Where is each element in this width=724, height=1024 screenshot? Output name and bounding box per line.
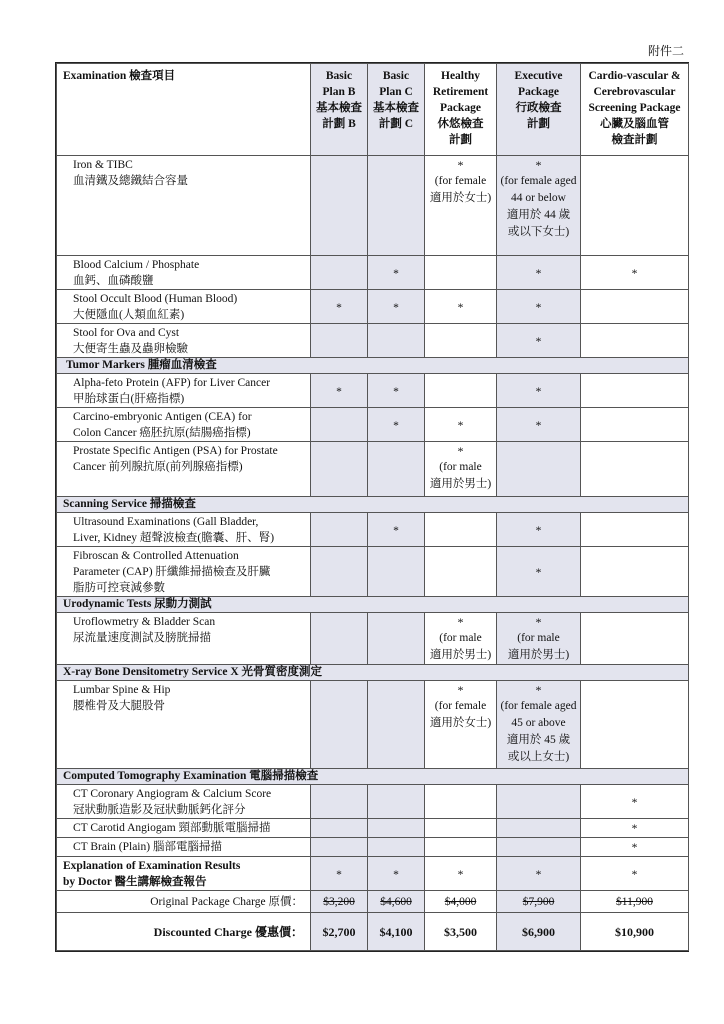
cardio-mark: *	[581, 256, 689, 290]
row-label: Stool for Ova and Cyst 大便寄生蟲及蟲卵檢驗	[57, 324, 311, 358]
executive-mark: *	[497, 256, 581, 290]
table-row	[57, 857, 689, 891]
row-label: CT Coronary Angiogram & Calcium Score 冠狀動脈造影及冠狀動脈鈣化評分	[57, 785, 311, 819]
table-row	[57, 547, 689, 597]
exam-column-header: Examination 檢查項目	[57, 64, 311, 156]
table-row	[57, 513, 689, 547]
plan-c-mark: *	[368, 290, 425, 324]
cardio-mark: *	[581, 819, 689, 838]
plan-c-mark: *	[368, 513, 425, 547]
discounted-price-cardio: $10,900	[581, 913, 689, 951]
plan-c-header: Basic Plan C 基本檢查 計劃 C	[368, 64, 425, 156]
executive-mark: * (for female aged 44 or below 適用於 44 歲 或以下女士)	[497, 156, 581, 256]
table-row	[57, 374, 689, 408]
row-label: CT Brain (Plain) 腦部電腦掃描	[57, 838, 311, 857]
section-row	[57, 665, 689, 681]
plan-b-mark: *	[311, 290, 368, 324]
table-row	[57, 613, 689, 665]
cardio-mark: *	[581, 785, 689, 819]
plan-b-mark: *	[311, 374, 368, 408]
row-label: Carcino-embryonic Antigen (CEA) for Colon Cancer 癌胚抗原(結腸癌指標)	[57, 408, 311, 442]
executive-mark: *	[497, 408, 581, 442]
price-table-frame	[55, 62, 689, 952]
executive-mark: * (for female aged 45 or above 適用於 45 歲 或以上女士)	[497, 681, 581, 769]
executive-package-header: Executive Package 行政檢查 計劃	[497, 64, 581, 156]
annex-label: 附件二	[648, 44, 685, 58]
original-price-cardio: $11,900	[616, 895, 653, 908]
section-xray: X-ray Bone Densitometry Service X 光骨質密度測定	[57, 665, 689, 681]
row-label: Alpha-feto Protein (AFP) for Liver Cancer 甲胎球蛋白(肝癌指標)	[57, 374, 311, 408]
discounted-price-plan-c: $4,100	[368, 913, 425, 951]
original-charge-label: Original Package Charge 原價：	[57, 891, 311, 913]
row-label: Fibroscan & Controlled Attenuation Parameter (CAP) 肝纖維掃描檢查及肝臟 脂肪可控衰減參數	[57, 547, 311, 597]
discounted-price-executive: $6,900	[497, 913, 581, 951]
row-label: Explanation of Examination Results by Doctor 醫生講解檢查報告	[57, 857, 311, 891]
section-row	[57, 358, 689, 374]
executive-mark: *	[497, 290, 581, 324]
section-row	[57, 497, 689, 513]
row-label: Iron & TIBC 血清鐵及總鐵結合容量	[57, 156, 311, 256]
original-price-executive: $7,900	[522, 895, 555, 908]
retirement-mark: * (for male 適用於男士)	[425, 442, 497, 497]
row-label: Blood Calcium / Phosphate 血鈣、血磷酸鹽	[57, 256, 311, 290]
plan-c-mark: *	[368, 408, 425, 442]
table-row	[57, 785, 689, 819]
executive-mark: *	[497, 857, 581, 891]
retirement-package-header: Healthy Retirement Package 休悠檢查 計劃	[425, 64, 497, 156]
table-row	[57, 290, 689, 324]
section-ct: Computed Tomography Examination 電腦掃描檢查	[57, 769, 689, 785]
table-row	[57, 156, 689, 256]
executive-mark: *	[497, 374, 581, 408]
retirement-mark: * (for male 適用於男士)	[425, 613, 497, 665]
plan-b-header: Basic Plan B 基本檢查 計劃 B	[311, 64, 368, 156]
plan-c-mark: *	[368, 256, 425, 290]
cardio-mark: *	[581, 857, 689, 891]
row-label: Lumbar Spine & Hip 腰椎骨及大腿股骨	[57, 681, 311, 769]
plan-c-mark: *	[368, 857, 425, 891]
row-label: Uroflowmetry & Bladder Scan 尿流量速度測試及膀胱掃描	[57, 613, 311, 665]
section-row	[57, 597, 689, 613]
plan-b-mark: *	[311, 857, 368, 891]
retirement-mark: *	[425, 408, 497, 442]
original-price-plan-b: $3,200	[323, 895, 355, 908]
table-row	[57, 819, 689, 838]
cardio-mark: *	[581, 838, 689, 857]
discounted-charge-row	[57, 913, 689, 951]
original-price-plan-c: $4,600	[380, 895, 412, 908]
original-price-retirement: $4,000	[444, 895, 477, 908]
health-package-table	[56, 63, 689, 951]
row-label: Stool Occult Blood (Human Blood) 大便隱血(人類血紅素)	[57, 290, 311, 324]
plan-c-mark: *	[368, 374, 425, 408]
retirement-mark: * (for female 適用於女士)	[425, 156, 497, 256]
discounted-charge-label: Discounted Charge 優惠價：	[57, 913, 311, 951]
row-label: Ultrasound Examinations (Gall Bladder, Liver, Kidney 超聲波檢查(膽囊、肝、腎)	[57, 513, 311, 547]
section-row	[57, 769, 689, 785]
retirement-mark: *	[425, 857, 497, 891]
executive-mark: *	[497, 547, 581, 597]
executive-mark: * (for male 適用於男士)	[497, 613, 581, 665]
row-label: CT Carotid Angiogam 頸部動脈電腦掃描	[57, 819, 311, 838]
section-tumor-markers: Tumor Markers 腫瘤血清檢查	[57, 358, 689, 374]
retirement-mark: * (for female 適用於女士)	[425, 681, 497, 769]
header-row	[57, 64, 689, 156]
cardio-package-header: Cardio-vascular & Cerebrovascular Screening Package 心臟及腦血管 檢查計劃	[581, 64, 689, 156]
discounted-price-retirement: $3,500	[425, 913, 497, 951]
section-scanning: Scanning Service 掃描檢查	[57, 497, 689, 513]
table-row	[57, 838, 689, 857]
table-row	[57, 324, 689, 358]
row-label: Prostate Specific Antigen (PSA) for Prostate Cancer 前列腺抗原(前列腺癌指標)	[57, 442, 311, 497]
table-row	[57, 256, 689, 290]
section-urodynamic: Urodynamic Tests 尿動力測試	[57, 597, 689, 613]
executive-mark: *	[497, 513, 581, 547]
discounted-price-plan-b: $2,700	[311, 913, 368, 951]
table-row	[57, 408, 689, 442]
retirement-mark: *	[425, 290, 497, 324]
original-charge-row	[57, 891, 689, 913]
executive-mark: *	[497, 324, 581, 358]
table-row	[57, 681, 689, 769]
table-row	[57, 442, 689, 497]
